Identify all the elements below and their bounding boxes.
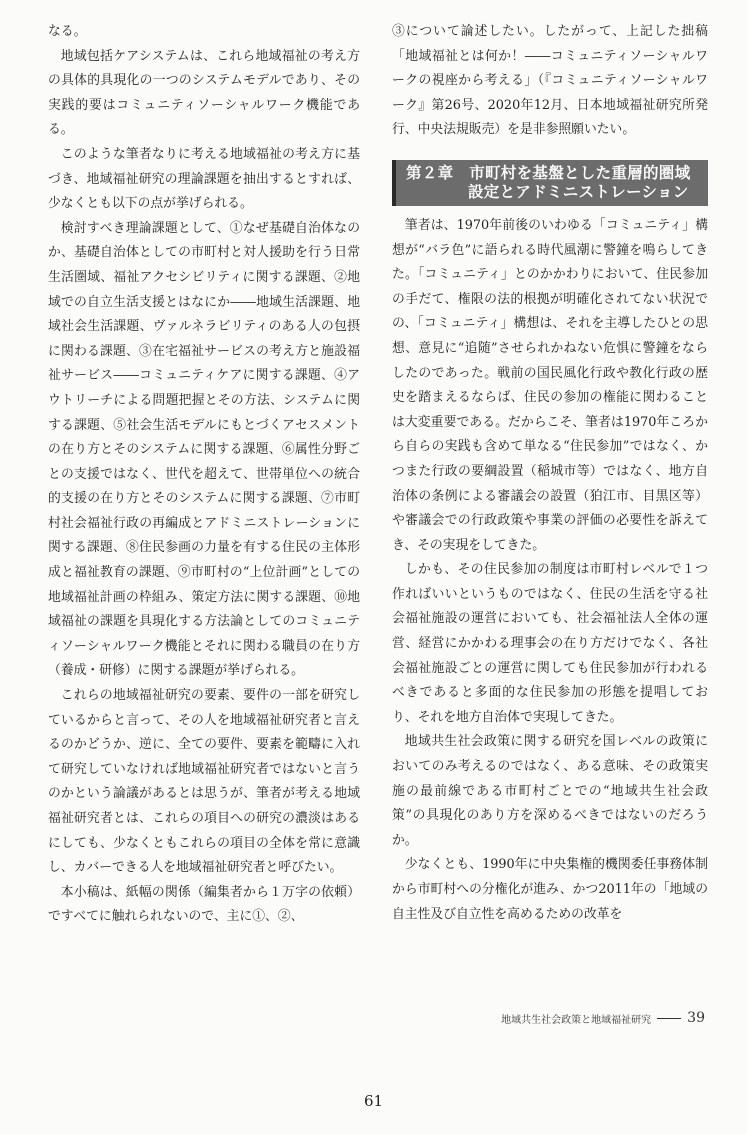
- chapter-heading: [392, 160, 708, 206]
- footer-rule: [657, 1018, 681, 1019]
- chapter-heading-line2: 設定とアドミニストレーション: [468, 182, 689, 201]
- body-paragraph: このような筆者なりに考える地域福祉の考え方に基づき、地域福祉研究の理論課題を抽出するとすれば、少なくとも以下の点が挙げられる。: [48, 146, 360, 212]
- running-footer: [501, 1010, 705, 1026]
- body-paragraph: ③について論述したい。したがって、上記した拙稿「地域福祉とは何か！――コミュニティソーシャルワークの視座から考える」（『コミュニティソーシャルワーク』第26号、2020年12月、日本地域福祉研究所発行、中央法規販売）を是非参照願いたい。: [392, 24, 708, 138]
- running-footer-title: 地域共生社会政策と地域福祉研究: [501, 1014, 652, 1026]
- body-paragraph: しかも、その住民参加の制度は市町村レベルで１つ作ればいいというものではなく、住民の生活を守る社会福祉施設の運営においても、社会福祉法人全体の運営、経営にかかわる理事会の在り方だけでなく、各社会福祉施設ごとの運営に関しても住民参加が行われるべきであると多面的な住民参加の形態を提唱しており、それを地方自治体で実現してきた。: [392, 562, 708, 725]
- body-paragraph: これらの地域福祉研究の要素、要件の一部を研究しているからと言って、その人を地域福祉研究者と言えるのかどうか、逆に、全ての要件、要素を範疇に入れて研究していなければ地域福祉研究者ではないと言うのかという論議があるとは思うが、筆者が考える地域福祉研究者とは、これらの項目への研究の濃淡はあるにしても、少なくともこれらの項目の全体を常に意識し、カバーできる人を地域福祉研究者と呼びたい。: [48, 688, 360, 876]
- body-paragraph: 本小稿は、紙幅の関係（編集者から１万字の依頼）ですべてに触れられないので、主に①、②、: [48, 884, 360, 925]
- chapter-heading-line1: 第２章 市町村を基盤とした重層的圏域: [406, 163, 691, 182]
- body-paragraph: 検討すべき理論課題として、①なぜ基礎自治体なのか、基礎自治体としての市町村と対人援助を行う日常生活圏域、福祉アクセシビリティに関する課題、②地域での自立生活支援とはなにか――地域生活課題、地域社会生活課題、ヴァルネラビリティのある人の包摂に関わる課題、③在宅福祉サービスの考え方と施設福祉サービス――コミュニティケアに関する課題、④アウトリーチによる問題把握とその方法、システムに関する課題、⑤社会生活モデルにもとづくアセスメントの在り方とそのシステムに関する課題、⑥属性分野ごとの支援ではなく、世代を超えて、世帯単位への統合的支援の在り方とそのシステムに関する課題、⑦市町村社会福祉行政の再編成とアドミニストレーションに関する課題、⑧住民参画の力量を有する住民の主体形成と福祉教育の課題、⑨市町村の“上位計画”としての 地域福祉計画の枠組み、策定方法に関する課題、⑩地域福祉の課題を具現化する方法論としてのコミュニティソーシャルワーク機能とそれに関わる職員の在り方（養成・研修）に関する課題が挙げられる。: [48, 220, 373, 679]
- running-footer-page: 39: [687, 1010, 705, 1026]
- chapter-heading-box: [392, 160, 708, 206]
- body-paragraph: 地域共生社会政策に関する研究を国レベルの政策においてのみ考えるのではなく、ある意味、その政策実施の最前線である市町村ごとでの“地域共生社会政策”の具現化のあり方を深めるべきではないのだろうか。: [392, 734, 708, 848]
- left-column: [48, 20, 373, 930]
- body-paragraph: 地域包括ケアシステムは、これら地域福祉の考え方の具体的具現化の一つのシステムモデルであり、その実践的要はコミュニティソーシャルワーク機能である。: [48, 48, 360, 138]
- right-column: [392, 20, 708, 927]
- body-paragraph: なる。: [48, 24, 87, 39]
- page-number: 61: [363, 1092, 384, 1110]
- body-paragraph: 少なくとも、1990年に中央集権的機関委任事務体制から市町村への分権化が進み、かつ2011年の「地域の自主性及び自立性を高めるための改革を: [392, 857, 708, 922]
- body-paragraph: 筆者は、1970年前後のいわゆる「コミュニティ」構想が“バラ色”に語られる時代風潮に警鐘を鳴らしてきた。「コミュニティ」とのかかわりにおいて、住民参加の手だて、権限の法的根拠が明確化されてない状況での、「コミュニティ」構想は、それを主導したひとの思想、意見に“追随”させられかねない危惧に警鐘をならしたのであった。戦前の国民風化行政や教化行政の歴史を踏まえるならば、住民の参加の権能に関わることは大変重要である。だからこそ、筆者は1970年ころから自らの実践も含めて単なる“住民参加”ではなく、かつまた行政の要綱設置（稲城市等）ではなく、地方自治体の条例による審議会の設置（狛江市、目黒区等）や審議会での行政政策や事業の評価の必要性を訴えてき、その実現をしてきた。: [392, 217, 708, 553]
